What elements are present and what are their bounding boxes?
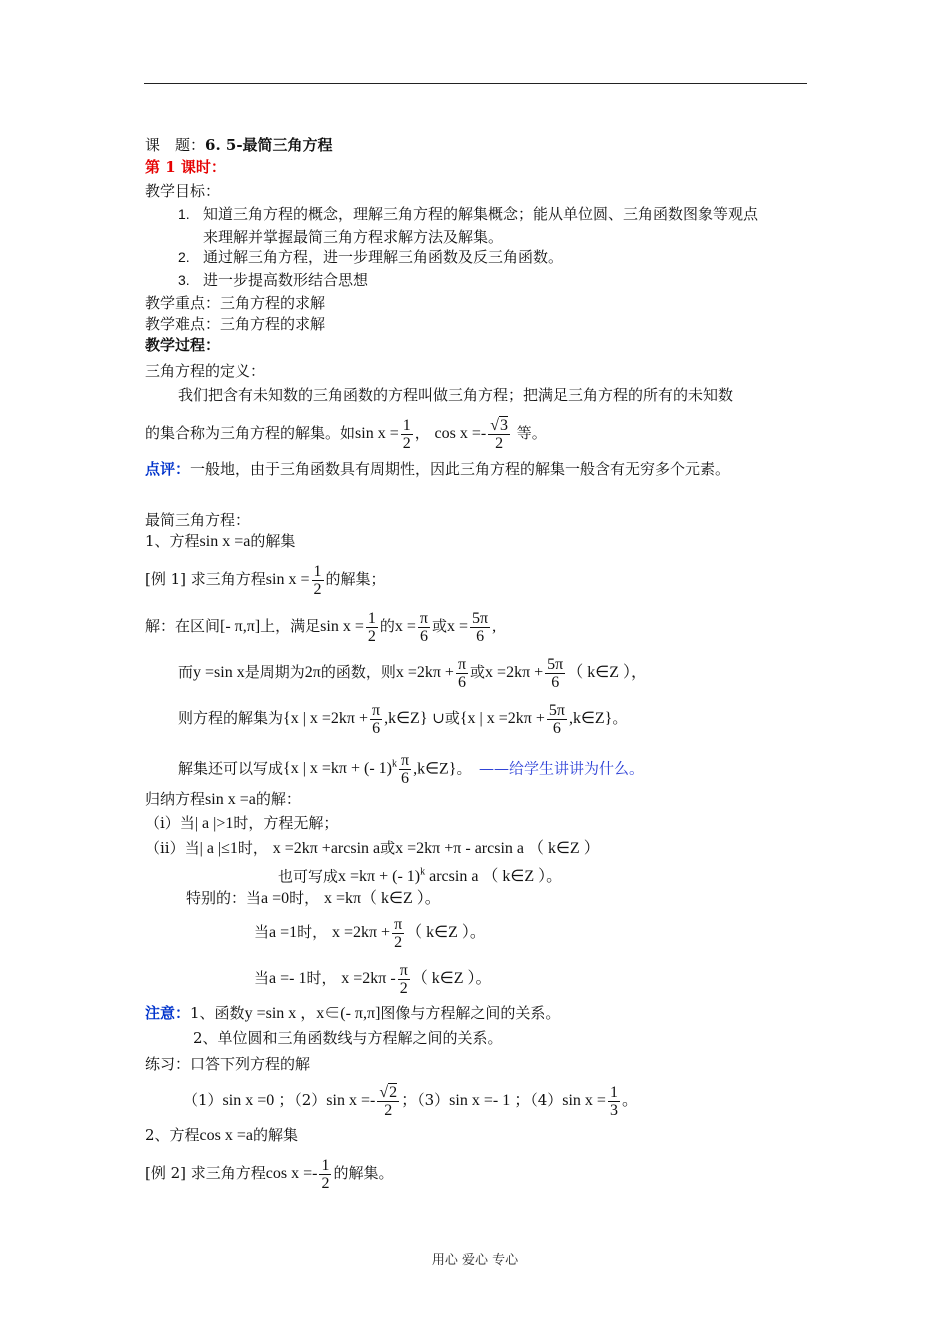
lesson-period: 第 1 课时：	[145, 158, 226, 176]
page-footer: 用心 爱心 专心	[431, 1253, 519, 1268]
special-case-a-neg1: 当a =- 1时， x =2kπ - $\frac{\pi}{2}$ （ k∈Z ）。	[254, 961, 492, 997]
objective-1-cont: 来理解并掌握最简三角方程求解方法及解集。	[203, 228, 504, 246]
special-case-a1: 当a =1时， x =2kπ + $\frac{\pi}{2}$ （ k∈Z ）。	[254, 915, 486, 951]
solution-line-3: 则方程的解集为{x | x =2kπ + $\frac{\pi}{6}$ ,k∈Z} ∪或{x | x =2kπ + $\frac{5\pi}{6}$ ,k∈Z}。	[178, 701, 628, 737]
title-value: 6. 5-最简三角方程	[205, 136, 333, 154]
summary-case-2-alt: 也可写成x =kπ + (- 1)$^k$ arcsin a （ k∈Z ）。	[278, 867, 563, 886]
solution-line-4: 解集还可以写成{x | x =kπ + (- 1)$^k$ $\frac{\pi}{6}$ ,k∈Z}。 ——给学生讲讲为什么。	[178, 751, 645, 787]
header-rule	[144, 83, 807, 84]
title-label: 课 题：	[145, 136, 206, 154]
objective-1: 1. 知道三角方程的概念，理解三角方程的解集概念；能从单位圆、三角函数图象等观点	[178, 205, 759, 223]
process-heading: 教学过程：	[145, 336, 221, 354]
key-point: 教学重点：三角方程的求解	[145, 294, 326, 312]
objectives-heading: 教学目标：	[145, 182, 221, 200]
example-2: [例 2] 求三角方程cos x =- $\frac{1}{2}$ 的解集。	[145, 1156, 394, 1192]
section-1-heading: 1、方程sin x =a的解集	[145, 532, 296, 550]
difficulty: 教学难点：三角方程的求解	[145, 315, 326, 333]
exercise-heading: 练习：口答下列方程的解	[145, 1055, 311, 1073]
definition-text: 我们把含有未知数的三角函数的方程叫做三角方程；把满足三角方程的所有的未知数	[178, 386, 734, 404]
summary-case-1: （i）当| a |>1时，方程无解；	[145, 814, 339, 832]
objective-2: 2. 通过解三角方程，进一步理解三角函数及反三角函数。	[178, 248, 564, 266]
note-2: 2、单位圆和三角函数线与方程解之间的关系。	[193, 1029, 503, 1047]
definition-heading: 三角方程的定义：	[145, 362, 266, 380]
section-2-heading: 2、方程cos x =a的解集	[145, 1126, 299, 1144]
summary-case-2: （ii）当| a |≤1时， x =2kπ +arcsin a或x =2kπ +π - arcsin a （ k∈Z ）	[145, 839, 600, 857]
special-case-a0: 特别的：当a =0时， x =kπ（ k∈Z ）。	[186, 889, 441, 907]
summary-heading: 归纳方程sin x =a的解：	[145, 790, 301, 808]
simplest-heading: 最简三角方程：	[145, 511, 251, 529]
exercise-items: （1）sin x =0 ；（2）sin x =- $\frac{√2}{2}$ ；（3）sin x =- 1 ；（4）sin x = $\frac{1}{3}$ 。	[183, 1083, 638, 1119]
note-1: 注意：1、函数y =sin x ，x∈(- π,π]图像与方程解之间的关系。	[145, 1004, 561, 1022]
lesson-title	[145, 135, 333, 155]
comment: 点评：一般地，由于三角函数具有周期性，因此三角方程的解集一般含有无穷多个元素。	[145, 460, 731, 478]
objective-3: 3. 进一步提高数形结合思想	[178, 271, 369, 289]
solution-line-1: 解：在区间[- π,π]上，满足sin x = $\frac{1}{2}$ 的x = $\frac{\pi}{6}$ 或x = $\frac{5\pi}{6}$ ,	[145, 609, 497, 645]
definition-examples: 的集合称为三角方程的解集。如sin x = $\frac{1}{2}$ ， cos x =- $\frac{√3}{2}$ 等。	[145, 416, 547, 452]
example-1: [例 1] 求三角方程sin x = $\frac{1}{2}$ 的解集；	[145, 562, 386, 598]
solution-line-2: 而y =sin x是周期为2π的函数，则x =2kπ + $\frac{\pi}{6}$ 或x =2kπ + $\frac{5\pi}{6}$ （ k∈Z ），	[178, 655, 647, 691]
